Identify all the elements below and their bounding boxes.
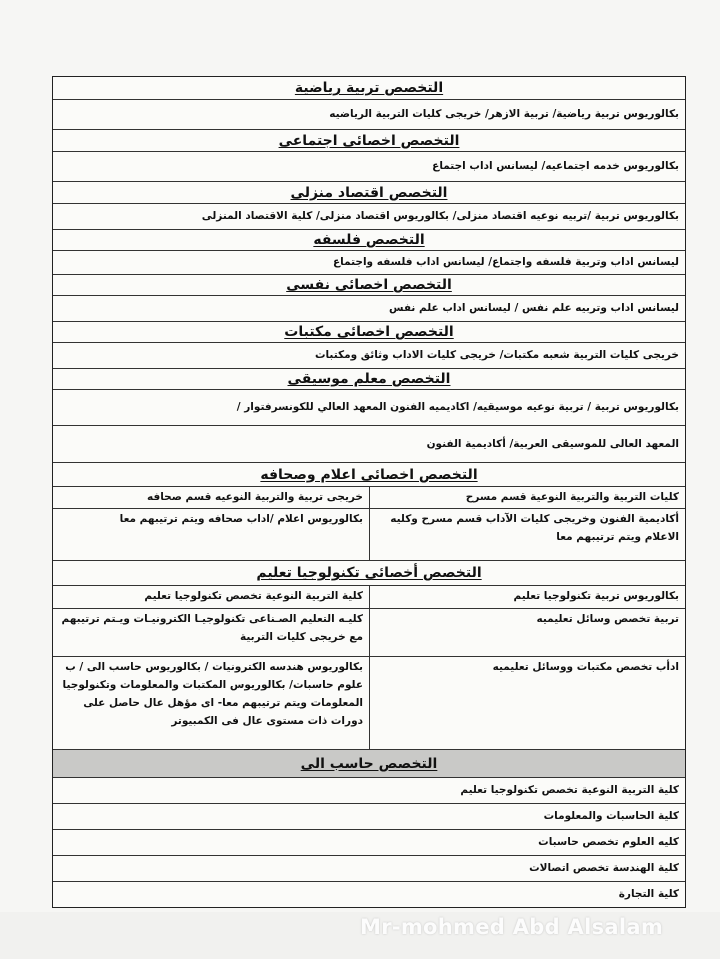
- edtech-cell: تربية تخصص وسائل تعليميه: [369, 609, 685, 656]
- heading-computer: التخصص حاسب الى: [53, 750, 685, 778]
- computer-qualification: كلية الحاسبات والمعلومات: [53, 804, 685, 830]
- home-economics-qualifications: بكالوريوس تربية /تربيه نوعيه اقتصاد منزلى/ بكالوريوس اقتصاد منزلى/ كلية الاقتصاد المنزلى: [53, 204, 685, 230]
- edtech-cell: كليـه التعليم الصـناعى تكنولوجيـا الكترونيـات ويـتم ترتيبهم مع خريجى كليات التربية: [61, 613, 363, 643]
- social-worker-qualifications: بكالوريوس خدمه اجتماعيه/ ليسانس اداب اجتماع: [53, 152, 685, 182]
- philosophy-qualifications: ليسانس اداب وتربية فلسفه واجتماع/ ليسانس اداب فلسفه واجتماع: [53, 251, 685, 275]
- media-cell: بكالوريوس اعلام /اداب صحافه ويتم ترتيبهم معا: [119, 513, 363, 525]
- librarian-qualifications: خريجى كليات التربية شعبه مكتبات/ خريجى كليات الاداب وثائق ومكتبات: [53, 343, 685, 369]
- edtech-cell: ادأب تخصص مكتبات ووسائل تعليميه: [369, 657, 685, 749]
- edtech-row-1: [53, 586, 685, 609]
- heading-librarian: التخصص اخصائى مكتبات: [53, 322, 685, 343]
- heading-physical-education: التخصص تربية رياضية: [53, 77, 685, 100]
- heading-home-economics: التخصص اقتصاد منزلى: [53, 182, 685, 204]
- media-cell: خريجى تربية والتربية النوعيه قسم صحافه: [147, 491, 363, 503]
- edtech-cell: بكالوريوس تربية تكنولوجيا تعليم: [369, 586, 685, 608]
- specializations-table: [52, 76, 686, 908]
- computer-qualification: كلية التجارة: [618, 888, 679, 901]
- watermark: Mr-mohmed Abd Alsalam: [360, 915, 663, 939]
- edtech-row-3: [53, 657, 685, 750]
- edtech-row-2: [53, 609, 685, 657]
- computer-qualification: كلية الهندسة تخصص اتصالات: [53, 856, 685, 882]
- physical-education-qualifications: بكالوريوس تربية رياضية/ تربية الازهر/ خريجى كليات التربية الرياضيه: [53, 100, 685, 130]
- heading-philosophy: التخصص فلسفه: [53, 230, 685, 251]
- computer-qualification: كلية التربية النوعية تخصص تكنولوجيا تعليم: [53, 778, 685, 804]
- heading-media-journalism: التخصص اخصائى اعلام وصحافه: [53, 463, 685, 487]
- heading-psychologist: التخصص اخصائى نفسى: [53, 275, 685, 296]
- music-qualifications-2: المعهد العالى للموسيقى العربية/ أكاديمية الفنون: [53, 426, 685, 463]
- media-row-2: [53, 509, 685, 561]
- edtech-cell: كلية التربية النوعية تخصص تكنولوجيا تعليم: [144, 590, 363, 602]
- psychologist-qualifications: ليسانس اداب وتربيه علم نفس / ليسانس اداب علم نفس: [53, 296, 685, 322]
- media-row-1: [53, 487, 685, 509]
- media-cell: أكاديمية الفنون وخريجى كليات الآداب قسم مسرح وكليه الاعلام ويتم ترتيبهم معا: [369, 509, 685, 560]
- heading-educational-technology: التخصص أخصائى تكنولوجيا تعليم: [53, 561, 685, 586]
- heading-social-worker: التخصص اخصائى اجتماعى: [53, 130, 685, 152]
- media-cell: كليات التربية والتربية النوعية قسم مسرح: [369, 487, 685, 508]
- heading-music-teacher: التخصص معلم موسيقى: [53, 369, 685, 390]
- music-qualifications-1: بكالوريوس تربية / تربية نوعيه موسيقيه/ اكاديميه الفنون المعهد العالي للكونسرفتوار /: [53, 390, 685, 426]
- edtech-cell: بكالوريوس هندسه الكترونيات / بكالوريوس حاسب الى / ب علوم حاسبات/ بكالوريوس المكتبات والمعلومات وتكنولوجيا المعلومات ويتم ترتيبهم معا- اى مؤهل عال حاصل على دورات ذات مستوى عال فى الكمبيوتر: [62, 661, 363, 727]
- computer-qualification: كليه العلوم تخصص حاسبات: [53, 830, 685, 856]
